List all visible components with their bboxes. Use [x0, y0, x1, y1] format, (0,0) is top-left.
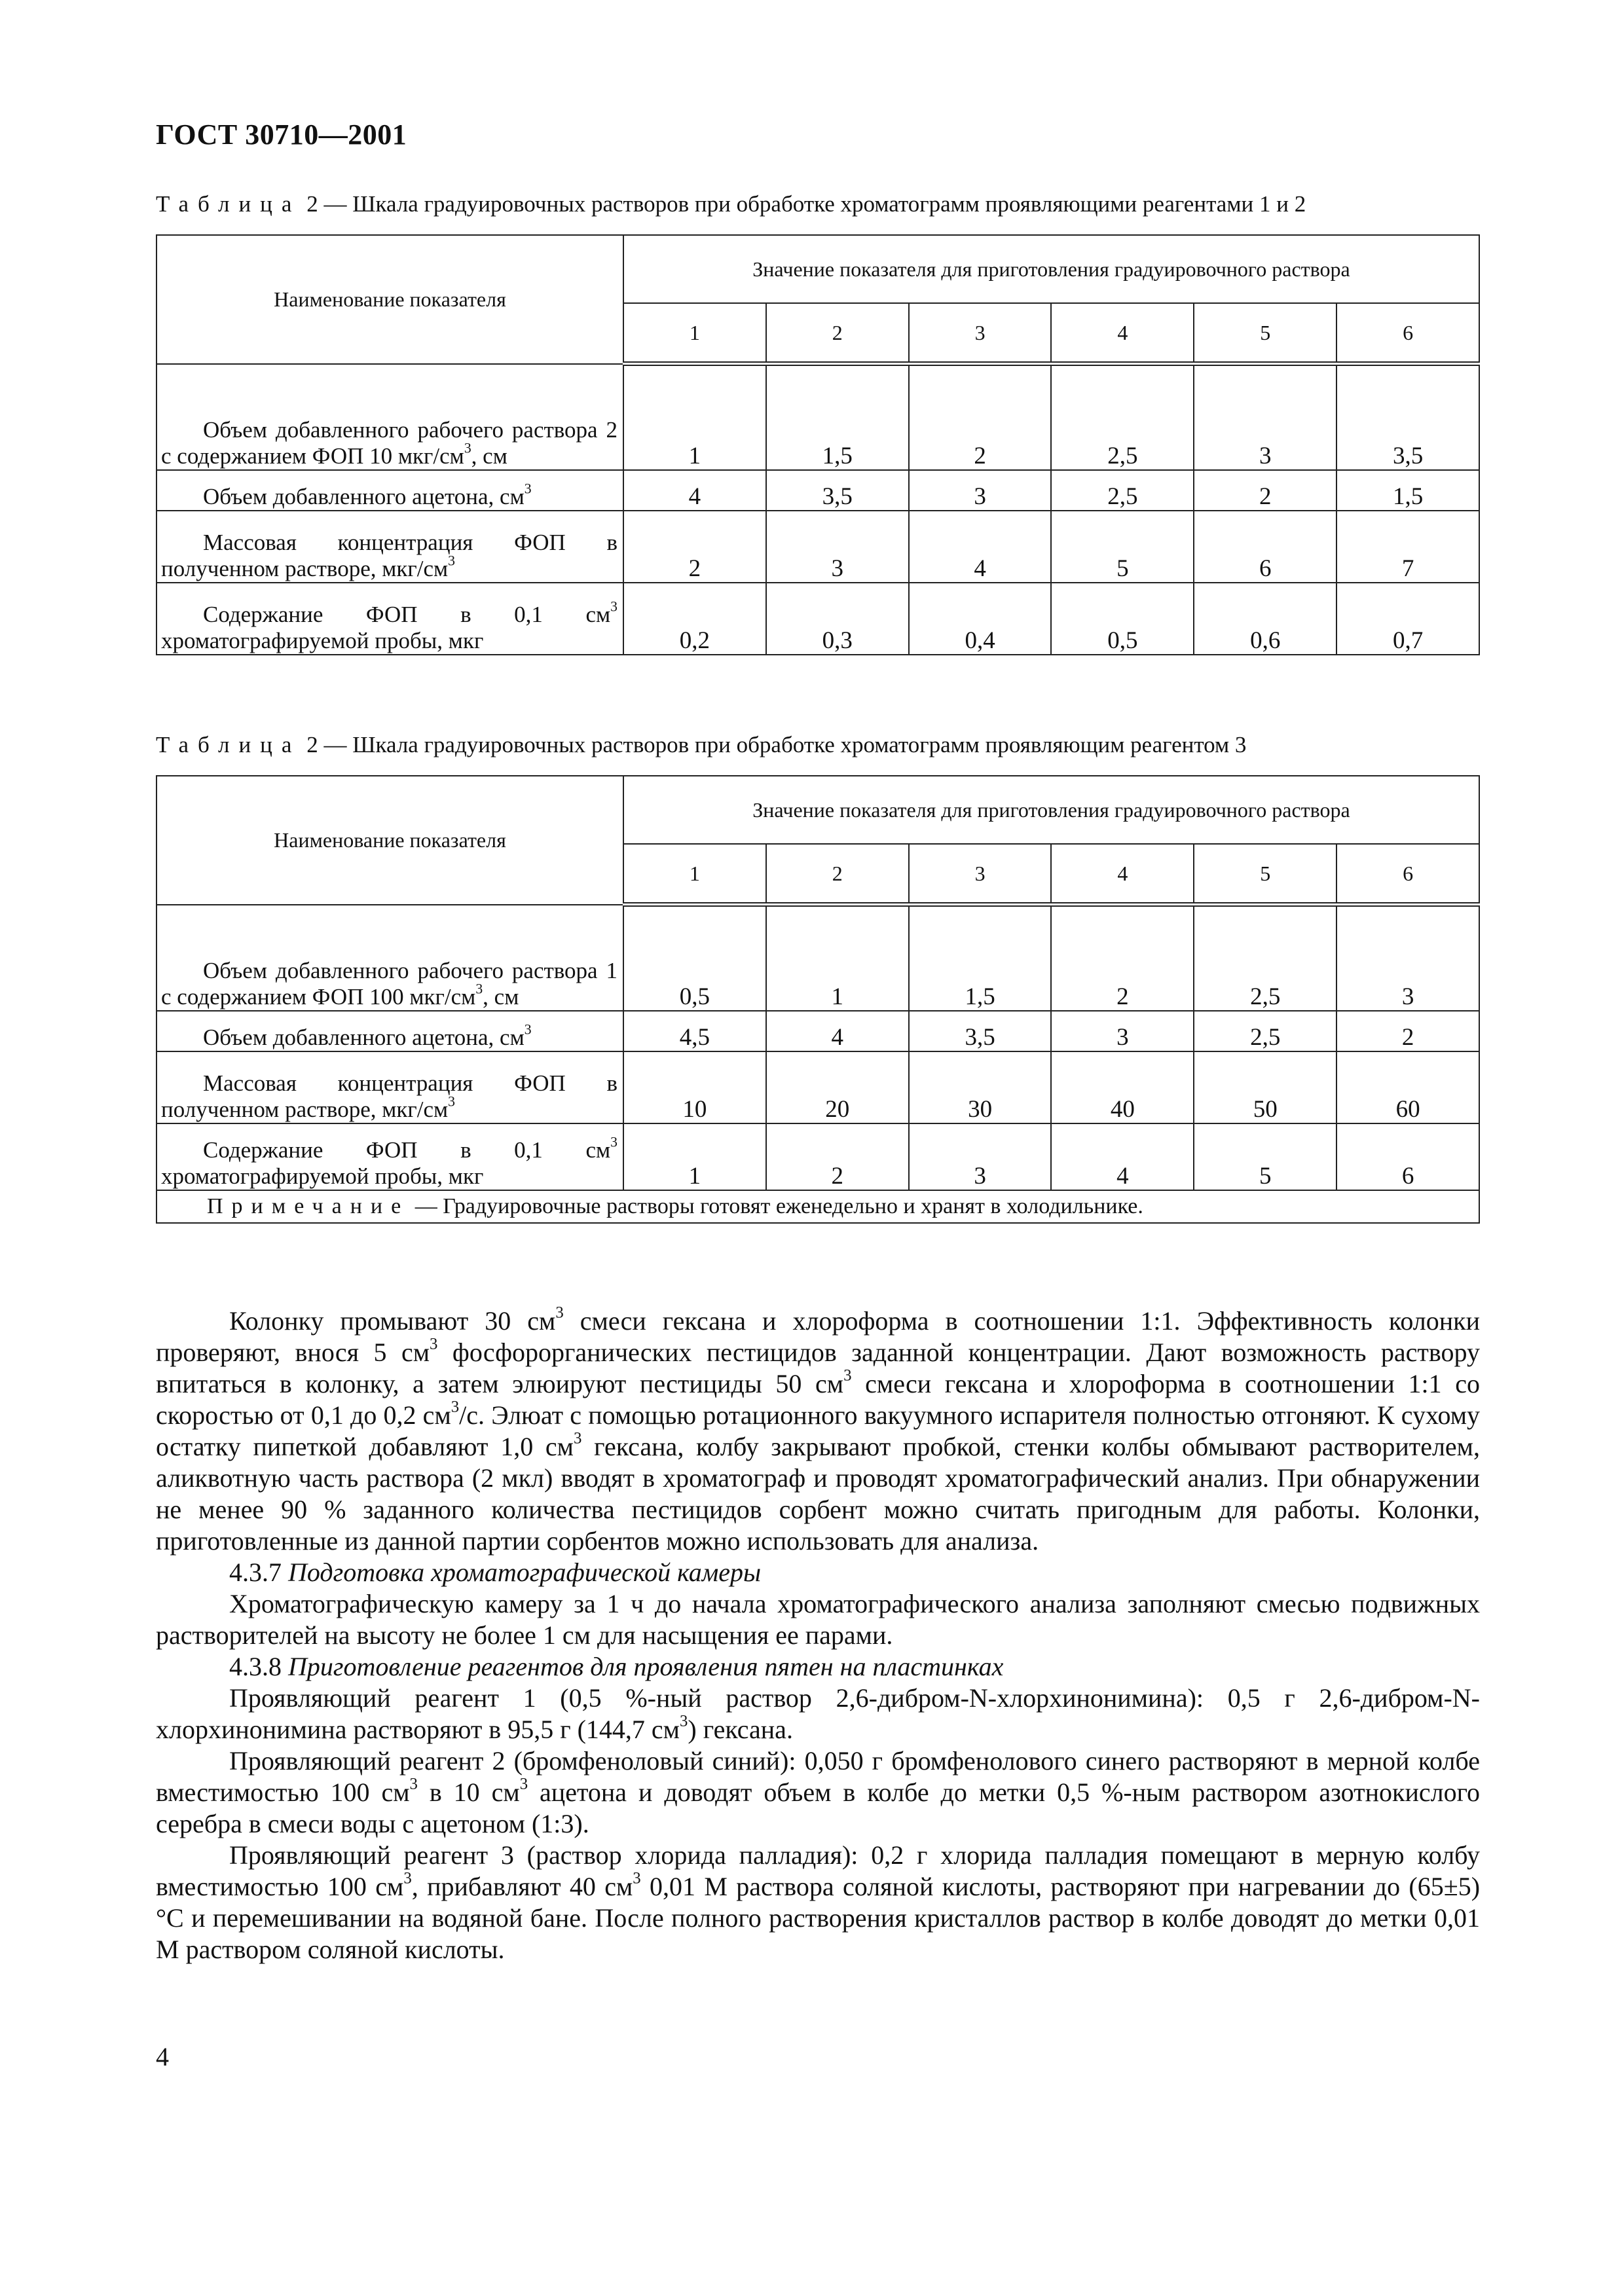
note-word: Примечание [207, 1194, 410, 1218]
document-header: ГОСТ 30710—2001 [156, 118, 407, 151]
table-cell: 0,2 [623, 583, 766, 655]
column-group-header: Значение показателя для приготовления градуировочного раствора [623, 776, 1479, 844]
column-number: 1 [623, 844, 766, 905]
table-cell: 4 [766, 1011, 909, 1051]
table-row [157, 1123, 1479, 1190]
table-row [157, 1011, 1479, 1051]
table-cell: 0,5 [623, 905, 766, 1011]
table-cell: 0,7 [1336, 583, 1479, 655]
table-cell: 6 [1194, 511, 1336, 583]
table-cell: 2,5 [1194, 905, 1336, 1011]
table-cell: 5 [1194, 1123, 1336, 1190]
table-row [157, 905, 1479, 1011]
column-number: 2 [766, 303, 909, 364]
table-row [157, 1051, 1479, 1123]
table-cell: 4 [909, 511, 1052, 583]
table-cell: 4,5 [623, 1011, 766, 1051]
table-cell: 2,5 [1051, 470, 1194, 511]
table-cell: 0,5 [1051, 583, 1194, 655]
section-heading-4-3-7 [156, 1557, 1480, 1588]
column-header-name: Наименование показателя [157, 776, 623, 905]
caption-text: 2 — Шкала градуировочных растворов при обработке хроматограмм проявляющими реагентами 1 и 2 [301, 191, 1306, 217]
table-cell: 3,5 [766, 470, 909, 511]
table-cell: 40 [1051, 1051, 1194, 1123]
column-group-header: Значение показателя для приготовления градуировочного раствора [623, 235, 1479, 303]
paragraph-reagent-2: Проявляющий реагент 2 (бромфеноловый синий): 0,050 г бромфенолового синего растворяют в мерной колбе вместимостью 100 $см^3$ в 10 $см^3$ ацетона и доводят объем в колбе до метки 0,5 %-ным раствором азотнокислого серебра в смеси воды с ацетоном (1:3). [156, 1746, 1480, 1838]
column-number: 3 [909, 844, 1052, 905]
column-number: 4 [1051, 303, 1194, 364]
row-label: Объем добавленного рабочего раствора 2 с содержанием ФОП 10 мкг/$см^3$, см [157, 364, 623, 470]
caption-word: Таблица [156, 732, 301, 757]
table-cell: 2,5 [1051, 364, 1194, 470]
table-cell: 3 [1336, 905, 1479, 1011]
table-cell: 5 [1051, 511, 1194, 583]
table-cell: 20 [766, 1051, 909, 1123]
calibration-table-1 [156, 234, 1480, 655]
table-cell: 0,4 [909, 583, 1052, 655]
table-cell: 50 [1194, 1051, 1336, 1123]
table-cell: 60 [1336, 1051, 1479, 1123]
column-number: 1 [623, 303, 766, 364]
section-number: 4.3.8 [229, 1652, 288, 1681]
column-number: 6 [1336, 844, 1479, 905]
table-cell: 2 [623, 511, 766, 583]
section-heading-4-3-8 [156, 1651, 1480, 1683]
paragraph-reagent-3: Проявляющий реагент 3 (раствор хлорида палладия): 0,2 г хлорида палладия помещают в мерную колбу вместимостью 100 $см^3$, прибавляют 40 $см^3$ 0,01 М раствора соляной кислоты, растворяют при нагревании до (65±5) °С и перемешивании на водяной бане. После полного растворения кристаллов раствор в колбе доводят до метки 0,01 М раствором соляной кислоты. [156, 1840, 1481, 1964]
paragraph-column-wash: Колонку промывают 30 $см^3$ смеси гексана и хлороформа в соотношении 1:1. Эффективность колонки проверяют, внося 5 $см^3$ фосфорорганических пестицидов заданной концентрации. Дают возможность раствору впитаться в колонку, а затем элюируют пестициды 50 $см^3$ смеси гексана и хлороформа в соотношении 1:1 со скоростью от 0,1 до 0,2 $см^3/с$. Элюат с помощью ротационного вакуумного испарителя полностью отгоняют. К сухому остатку пипеткой добавляют 1,0 $см^3$ гексана, колбу закрывают пробкой, стенки колбы обмывают растворителем, аликвотную часть раствора (2 мкл) вводят в хроматограф и проводят хроматографический анализ. При обнаружении не менее 90 % заданного количества пестицидов сорбент можно считать пригодным для работы. Колонки, приготовленные из данной партии сорбентов можно использовать для анализа. [156, 1303, 1481, 1556]
column-number: 6 [1336, 303, 1479, 364]
table-row [157, 511, 1479, 583]
row-label: Объем добавленного рабочего раствора 1 с содержанием ФОП 100 мкг/$см^3$, см [157, 905, 623, 1011]
table-cell: 3 [909, 470, 1052, 511]
table-cell: 6 [1336, 1123, 1479, 1190]
table-cell: 30 [909, 1051, 1052, 1123]
column-number: 3 [909, 303, 1052, 364]
table-cell: 3 [766, 511, 909, 583]
table-cell: 7 [1336, 511, 1479, 583]
table-cell: 3,5 [909, 1011, 1052, 1051]
column-number: 5 [1194, 844, 1336, 905]
column-number: 4 [1051, 844, 1194, 905]
table-cell: 1,5 [766, 364, 909, 470]
table-cell: 0,3 [766, 583, 909, 655]
caption-word: Таблица [156, 191, 301, 217]
column-number: 5 [1194, 303, 1336, 364]
table-cell: 2 [1194, 470, 1336, 511]
row-label: Содержание ФОП в 0,1 $см^3$ хроматографируемой пробы, мкг [157, 583, 623, 655]
section-title: Подготовка хроматографической камеры [288, 1558, 762, 1587]
paragraph-reagent-1: Проявляющий реагент 1 (0,5 %-ный раствор 2,6-дибром-N-хлорхинонимина): 0,5 г 2,6-дибром-N-хлорхинонимина растворяют в 95,5 г (144,7 $см^3$) гексана. [156, 1683, 1480, 1744]
paragraph-chamber: Хроматографическую камеру за 1 ч до начала хроматографического анализа заполняют смесью подвижных растворителей на высоту не более 1 см для насыщения ее парами. [156, 1589, 1480, 1650]
row-label: Объем добавленного ацетона, $см^3$ [157, 1011, 623, 1051]
table-cell: 2,5 [1194, 1011, 1336, 1051]
calibration-table-2 [156, 775, 1480, 1224]
table2-caption [156, 732, 1246, 758]
table-cell: 3 [909, 1123, 1052, 1190]
row-label: Содержание ФОП в 0,1 $см^3$ хроматографируемой пробы, мкг [157, 1123, 623, 1190]
column-number: 2 [766, 844, 909, 905]
table-cell: 10 [623, 1051, 766, 1123]
table-note [157, 1190, 1479, 1223]
table-cell: 3 [1194, 364, 1336, 470]
table-cell: 2 [909, 364, 1052, 470]
table-cell: 3 [1051, 1011, 1194, 1051]
table-cell: 1 [623, 364, 766, 470]
caption-text: 2 — Шкала градуировочных растворов при обработке хроматограмм проявляющим реагентом 3 [301, 732, 1247, 757]
row-label: Массовая концентрация ФОП в полученном растворе, мкг/$см^3$ [157, 1051, 623, 1123]
section-title: Приготовление реагентов для проявления пятен на пластинках [288, 1652, 1004, 1681]
table-cell: 1 [623, 1123, 766, 1190]
table-cell: 1 [766, 905, 909, 1011]
table-row [157, 583, 1479, 655]
row-label: Массовая концентрация ФОП в полученном растворе, мкг/$см^3$ [157, 511, 623, 583]
table-cell: 2 [766, 1123, 909, 1190]
table-cell: 2 [1336, 1011, 1479, 1051]
table-cell: 0,6 [1194, 583, 1336, 655]
note-text: — Градуировочные растворы готовят еженедельно и хранят в холодильнике. [409, 1194, 1143, 1218]
table-cell: 1,5 [1336, 470, 1479, 511]
table-row [157, 470, 1479, 511]
table-cell: 1,5 [909, 905, 1052, 1011]
table-cell: 4 [1051, 1123, 1194, 1190]
body-text [156, 1305, 1480, 1965]
table-cell: 4 [623, 470, 766, 511]
table-row [157, 364, 1479, 470]
table-cell: 2 [1051, 905, 1194, 1011]
page-number: 4 [156, 2042, 169, 2071]
column-header-name: Наименование показателя [157, 235, 623, 364]
row-label: Объем добавленного ацетона, $см^3$ [157, 470, 623, 511]
table1-caption [156, 191, 1306, 217]
section-number: 4.3.7 [229, 1558, 288, 1587]
table-cell: 3,5 [1336, 364, 1479, 470]
